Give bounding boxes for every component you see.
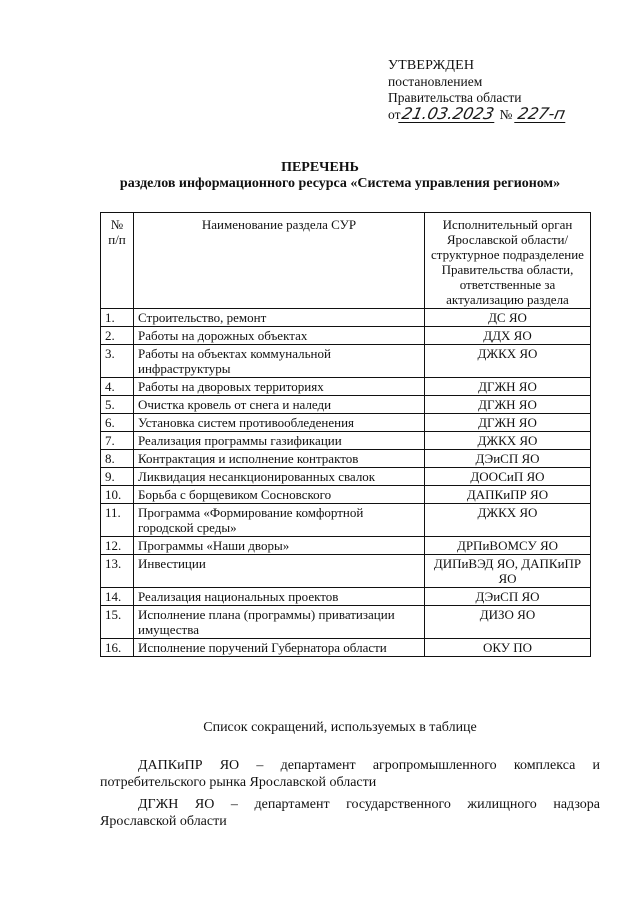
abbreviation-item: ДАПКиПР ЯО – департамент агропромышленного комплекса и потребительского рынка Ярославской области xyxy=(100,758,600,790)
row-num: 15. xyxy=(101,606,134,639)
table-row xyxy=(101,450,591,468)
row-org: ДРПиВОМСУ ЯО xyxy=(425,537,591,555)
row-org: ДС ЯО xyxy=(425,309,591,327)
header-name: Наименование раздела СУР xyxy=(134,213,425,309)
row-name: Реализация национальных проектов xyxy=(134,588,425,606)
row-name: Исполнение плана (программы) приватизации имущества xyxy=(134,606,425,639)
row-name: Работы на дорожных объектах xyxy=(134,327,425,345)
sections-table xyxy=(100,212,591,657)
approval-date-line xyxy=(388,106,618,123)
row-num: 13. xyxy=(101,555,134,588)
table-row xyxy=(101,468,591,486)
abbreviations-title: Список сокращений, используемых в таблице xyxy=(203,720,477,735)
row-org: ДЖКХ ЯО xyxy=(425,504,591,537)
abbreviation-item: ДГЖН ЯО – департамент государственного жилищного надзора Ярославской области xyxy=(100,797,600,829)
row-name: Работы на объектах коммунальной инфраструктуры xyxy=(134,345,425,378)
row-num: 3. xyxy=(101,345,134,378)
row-name: Строительство, ремонт xyxy=(134,309,425,327)
approval-stamp xyxy=(388,58,618,123)
row-num: 16. xyxy=(101,639,134,657)
row-name: Борьба с борщевиком Сосновского xyxy=(134,486,425,504)
row-num: 9. xyxy=(101,468,134,486)
row-name: Реализация программы газификации xyxy=(134,432,425,450)
row-name: Работы на дворовых территориях xyxy=(134,378,425,396)
row-name: Программа «Формирование комфортной городской среды» xyxy=(134,504,425,537)
table-row xyxy=(101,345,591,378)
table-row xyxy=(101,639,591,657)
row-org: ДГЖН ЯО xyxy=(425,414,591,432)
table-row xyxy=(101,588,591,606)
row-org: ДЭиСП ЯО xyxy=(425,450,591,468)
row-num: 6. xyxy=(101,414,134,432)
row-org: ДДХ ЯО xyxy=(425,327,591,345)
approval-line-1: постановлением xyxy=(388,74,483,89)
table-row xyxy=(101,396,591,414)
table-row xyxy=(101,414,591,432)
row-num: 2. xyxy=(101,327,134,345)
row-name: Ликвидация несанкционированных свалок xyxy=(134,468,425,486)
document-subtitle: разделов информационного ресурса «Система управления регионом» xyxy=(119,176,561,191)
handwritten-date: 21.03.2023 xyxy=(400,104,497,123)
table-header-row xyxy=(101,213,591,309)
row-org: ОКУ ПО xyxy=(425,639,591,657)
table-row xyxy=(101,309,591,327)
row-org: ДЖКХ ЯО xyxy=(425,345,591,378)
row-num: 14. xyxy=(101,588,134,606)
row-num: 4. xyxy=(101,378,134,396)
header-org: Исполнительный орган Ярославской области/ структурное подразделение Правительства области, ответственные за актуализацию раздела xyxy=(425,213,591,309)
approval-number-label: № xyxy=(499,107,513,122)
row-name: Установка систем противообледенения xyxy=(134,414,425,432)
row-name: Очистка кровель от снега и наледи xyxy=(134,396,425,414)
table-row xyxy=(101,555,591,588)
row-num: 11. xyxy=(101,504,134,537)
row-org: ДГЖН ЯО xyxy=(425,396,591,414)
row-org: ДИПиВЭД ЯО, ДАПКиПР ЯО xyxy=(425,555,591,588)
table-row xyxy=(101,504,591,537)
approval-heading: УТВЕРЖДЕН xyxy=(388,58,475,73)
row-name: Контрактация и исполнение контрактов xyxy=(134,450,425,468)
row-org: ДИЗО ЯО xyxy=(425,606,591,639)
row-org: ДГЖН ЯО xyxy=(425,378,591,396)
row-name: Инвестиции xyxy=(134,555,425,588)
row-org: ДЖКХ ЯО xyxy=(425,432,591,450)
row-num: 10. xyxy=(101,486,134,504)
table-row xyxy=(101,432,591,450)
table-row xyxy=(101,606,591,639)
approval-prefix: от xyxy=(388,107,401,122)
table-row xyxy=(101,327,591,345)
table-row xyxy=(101,537,591,555)
row-num: 1. xyxy=(101,309,134,327)
row-num: 12. xyxy=(101,537,134,555)
row-org: ДООСиП ЯО xyxy=(425,468,591,486)
row-org: ДЭиСП ЯО xyxy=(425,588,591,606)
row-name: Исполнение поручений Губернатора области xyxy=(134,639,425,657)
header-num: № п/п xyxy=(101,213,134,309)
table-row xyxy=(101,486,591,504)
approval-line-2: Правительства области xyxy=(388,90,522,105)
document-title: ПЕРЕЧЕНЬ xyxy=(281,160,359,175)
row-name: Программы «Наши дворы» xyxy=(134,537,425,555)
row-org: ДАПКиПР ЯО xyxy=(425,486,591,504)
table-row xyxy=(101,378,591,396)
row-num: 8. xyxy=(101,450,134,468)
row-num: 7. xyxy=(101,432,134,450)
handwritten-number: 227-п xyxy=(515,104,567,123)
row-num: 5. xyxy=(101,396,134,414)
